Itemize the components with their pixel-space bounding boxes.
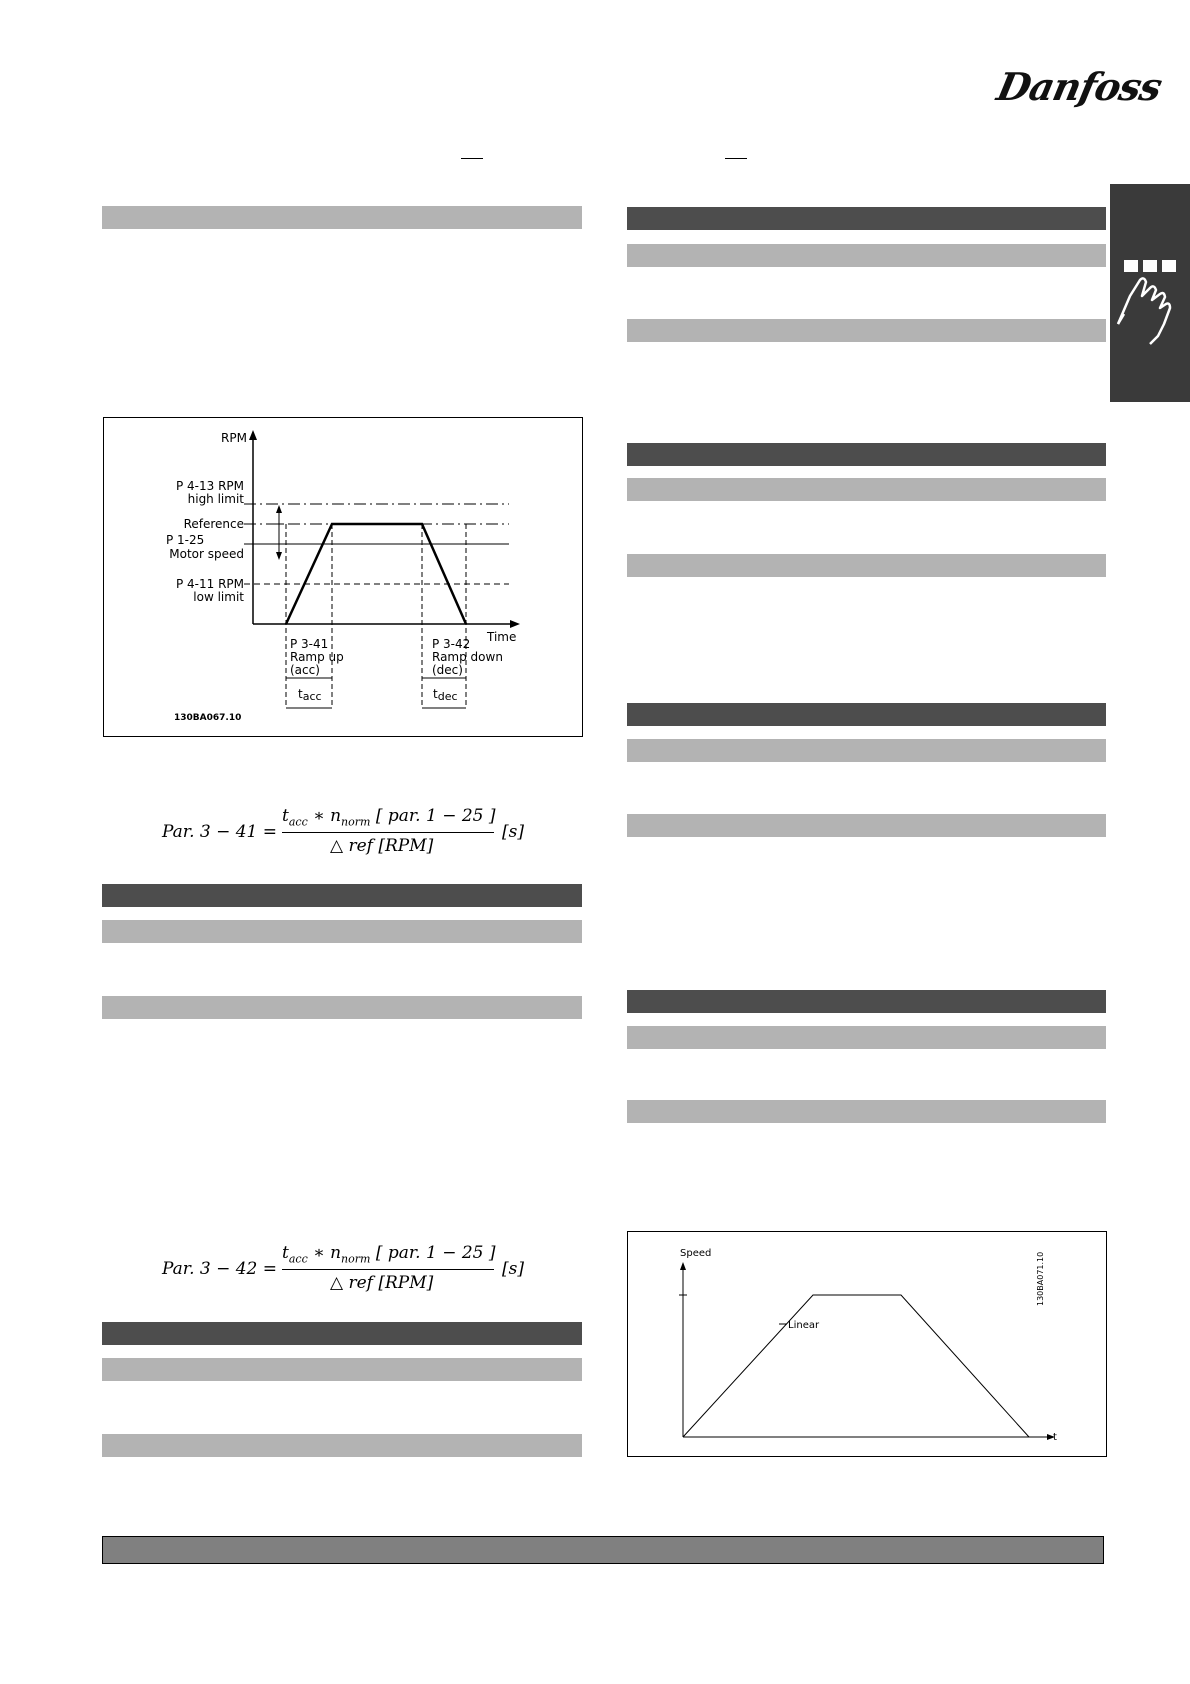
linear-label: Linear: [788, 1320, 820, 1331]
formula2-num-t-sub: acc: [288, 1252, 308, 1266]
section-bar-left-1: [102, 206, 582, 229]
section-bar-right-7: [627, 703, 1106, 726]
high-limit-label-1: P 4-13 RPM: [175, 479, 244, 493]
low-limit-label-1: P 4-11 RPM: [175, 577, 244, 591]
section-bar-left-4: [102, 996, 582, 1019]
formula2-num-n-sub: norm: [341, 1252, 371, 1266]
section-bar-right-4: [627, 443, 1106, 466]
section-bar-left-3: [102, 920, 582, 943]
formula-ramp-up: [162, 806, 532, 862]
reference-label: Reference: [183, 517, 244, 531]
t-dec-label: t: [433, 687, 438, 701]
section-bar-right-3: [627, 319, 1106, 342]
ramp-time-figure: [103, 417, 583, 737]
danfoss-logo: Danfoss: [993, 64, 1166, 109]
header-mark-right: [725, 158, 747, 159]
hand-pointer-icon: [1110, 184, 1190, 402]
formula1-den: △ ref [RPM]: [330, 836, 434, 856]
formula1-fraction-line: [282, 832, 494, 833]
formula2-num-t: t: [282, 1243, 289, 1263]
t-acc-sub: acc: [302, 690, 322, 703]
ramp-time-diagram: [104, 418, 582, 736]
ramp-down-label-2: Ramp down: [432, 650, 503, 664]
t-acc-label: t: [298, 687, 303, 701]
section-bar-left-7: [102, 1434, 582, 1457]
formula2-lhs: Par. 3 − 42 =: [162, 1259, 278, 1279]
section-bar-left-6: [102, 1358, 582, 1381]
formula2-fraction-line: [282, 1269, 494, 1270]
svg-text:tacc: [298, 687, 322, 703]
section-bar-right-2: [627, 244, 1106, 267]
section-bar-right-1: [627, 207, 1106, 230]
formula2-den: △ ref [RPM]: [330, 1273, 434, 1293]
formula1-lhs: Par. 3 − 41 =: [162, 822, 278, 842]
formula2-unit: [s]: [502, 1259, 524, 1279]
section-bar-right-6: [627, 554, 1106, 577]
section-bar-left-5: [102, 1322, 582, 1345]
formula1-num-rest: [ par. 1 − 25 ]: [370, 806, 496, 826]
formula1-num-mid: ∗ n: [307, 806, 342, 826]
formula2-num-mid: ∗ n: [307, 1243, 342, 1263]
formula1-num-n-sub: norm: [341, 815, 371, 829]
motor-speed-label-1: P 1-25: [166, 533, 205, 547]
section-bar-right-11: [627, 1026, 1106, 1049]
section-bar-right-5: [627, 478, 1106, 501]
chapter-side-tab: [1110, 184, 1190, 402]
figure1-code: 130BA067.10: [174, 713, 242, 723]
formula2-num-rest: [ par. 1 − 25 ]: [370, 1243, 496, 1263]
ramp-up-label-1: P 3-41: [290, 637, 329, 651]
high-limit-label-2: high limit: [187, 492, 244, 506]
linear-ramp-diagram: [628, 1232, 1106, 1456]
ramp-up-label-2: Ramp up: [290, 650, 344, 664]
low-limit-label-2: low limit: [193, 590, 244, 604]
linear-ramp-figure: [627, 1231, 1107, 1457]
ramp-down-label-3: (dec): [432, 663, 463, 677]
svg-text:tdec: [433, 687, 458, 703]
section-bar-left-2: [102, 884, 582, 907]
speed-axis-label: Speed: [680, 1248, 712, 1259]
time-axis-label: Time: [487, 630, 517, 644]
ramp-down-label-1: P 3-42: [432, 637, 471, 651]
section-bar-right-8: [627, 739, 1106, 762]
section-bar-right-9: [627, 814, 1106, 837]
rpm-axis-label: RPM: [221, 431, 247, 445]
t-dec-sub: dec: [437, 690, 458, 703]
footer-bar: [102, 1536, 1104, 1564]
ramp-up-label-3: (acc): [290, 663, 320, 677]
formula1-num-t: t: [282, 806, 289, 826]
formula1-num-t-sub: acc: [288, 815, 308, 829]
formula1-unit: [s]: [502, 822, 524, 842]
header-mark-left: [461, 158, 483, 159]
formula-ramp-down: [162, 1243, 532, 1299]
motor-speed-label-2: Motor speed: [169, 547, 244, 561]
section-bar-right-10: [627, 990, 1106, 1013]
figure2-code: 130BA071.10: [1036, 1251, 1045, 1306]
section-bar-right-12: [627, 1100, 1106, 1123]
t-axis-label: t: [1053, 1432, 1057, 1443]
